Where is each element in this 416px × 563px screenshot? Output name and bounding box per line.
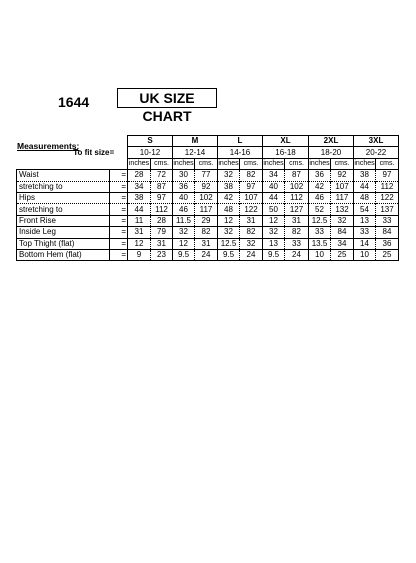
value-cms: 82 — [240, 227, 263, 238]
value-cms: 24 — [195, 249, 218, 260]
value-cms: 33 — [285, 238, 309, 249]
value-inches: 13 — [354, 215, 376, 226]
row-equals: = — [110, 249, 128, 260]
value-inches: 44 — [128, 204, 151, 215]
value-cms: 117 — [331, 192, 354, 203]
row-equals: = — [110, 170, 128, 181]
value-inches: 48 — [354, 192, 376, 203]
value-cms: 33 — [376, 215, 399, 226]
value-cms: 107 — [240, 192, 263, 203]
value-inches: 50 — [263, 204, 285, 215]
value-cms: 97 — [151, 192, 173, 203]
unit-cms: cms. — [331, 158, 354, 169]
value-cms: 72 — [151, 170, 173, 181]
value-cms: 87 — [285, 170, 309, 181]
row-equals: = — [110, 215, 128, 226]
table-row — [17, 227, 399, 238]
value-inches: 48 — [218, 204, 240, 215]
value-cms: 112 — [151, 204, 173, 215]
fit-range-s: 10-12 — [128, 147, 173, 158]
product-code: 1644 — [58, 94, 90, 110]
size-l: L — [218, 136, 263, 147]
value-inches: 30 — [173, 170, 195, 181]
value-cms: 127 — [285, 204, 309, 215]
fit-range-2xl: 18-20 — [309, 147, 354, 158]
value-inches: 32 — [263, 227, 285, 238]
value-cms: 102 — [195, 192, 218, 203]
value-cms: 24 — [240, 249, 263, 260]
fit-range-m: 12-14 — [173, 147, 218, 158]
table-row — [17, 192, 399, 203]
unit-inches: inches — [128, 158, 151, 169]
value-cms: 31 — [285, 215, 309, 226]
table-row — [17, 215, 399, 226]
value-cms: 36 — [376, 238, 399, 249]
unit-cms: cms. — [195, 158, 218, 169]
value-cms: 82 — [195, 227, 218, 238]
table-row — [17, 238, 399, 249]
value-inches: 40 — [173, 192, 195, 203]
size-s: S — [128, 136, 173, 147]
row-equals: = — [110, 204, 128, 215]
value-inches: 12 — [218, 215, 240, 226]
fit-range-3xl: 20-22 — [354, 147, 399, 158]
value-cms: 84 — [376, 227, 399, 238]
value-inches: 12.5 — [309, 215, 331, 226]
unit-cms: cms. — [376, 158, 399, 169]
table-row — [17, 249, 399, 260]
size-3xl: 3XL — [354, 136, 399, 147]
value-inches: 9 — [128, 249, 151, 260]
row-label: Bottom Hem (flat) — [17, 249, 110, 260]
fit-label-cell: To fit size — [73, 147, 110, 157]
value-cms: 31 — [195, 238, 218, 249]
value-cms: 122 — [376, 192, 399, 203]
value-inches: 33 — [309, 227, 331, 238]
fit-range-xl: 16-18 — [263, 147, 309, 158]
value-cms: 25 — [331, 249, 354, 260]
value-cms: 97 — [376, 170, 399, 181]
value-inches: 36 — [309, 170, 331, 181]
row-equals: = — [110, 227, 128, 238]
value-cms: 107 — [331, 181, 354, 192]
value-cms: 137 — [376, 204, 399, 215]
value-cms: 31 — [151, 238, 173, 249]
value-inches: 34 — [128, 181, 151, 192]
value-inches: 32 — [218, 170, 240, 181]
value-cms: 31 — [240, 215, 263, 226]
measurements-heading: Measurements: — [17, 141, 80, 151]
fit-range-l: 14-16 — [218, 147, 263, 158]
value-cms: 117 — [195, 204, 218, 215]
value-inches: 38 — [218, 181, 240, 192]
value-cms: 102 — [285, 181, 309, 192]
value-inches: 34 — [263, 170, 285, 181]
value-inches: 33 — [354, 227, 376, 238]
row-equals: = — [110, 181, 128, 192]
row-label: Waist — [17, 170, 110, 181]
value-cms: 28 — [151, 215, 173, 226]
unit-inches: inches — [218, 158, 240, 169]
value-inches: 46 — [309, 192, 331, 203]
value-cms: 79 — [151, 227, 173, 238]
value-cms: 82 — [240, 170, 263, 181]
value-inches: 42 — [218, 192, 240, 203]
value-cms: 92 — [331, 170, 354, 181]
unit-cms: cms. — [151, 158, 173, 169]
value-inches: 36 — [173, 181, 195, 192]
value-cms: 77 — [195, 170, 218, 181]
value-cms: 82 — [285, 227, 309, 238]
unit-inches: inches — [309, 158, 331, 169]
value-inches: 11.5 — [173, 215, 195, 226]
value-cms: 112 — [376, 181, 399, 192]
value-cms: 132 — [331, 204, 354, 215]
value-inches: 46 — [173, 204, 195, 215]
value-cms: 23 — [151, 249, 173, 260]
row-label: Hips — [17, 192, 110, 203]
unit-row — [17, 158, 399, 169]
row-label: Front Rise — [17, 215, 110, 226]
value-cms: 97 — [240, 181, 263, 192]
value-inches: 12.5 — [218, 238, 240, 249]
value-cms: 34 — [331, 238, 354, 249]
unit-inches: inches — [173, 158, 195, 169]
value-inches: 11 — [128, 215, 151, 226]
value-inches: 38 — [354, 170, 376, 181]
size-xl: XL — [263, 136, 309, 147]
value-inches: 12 — [263, 215, 285, 226]
row-equals: = — [110, 192, 128, 203]
value-inches: 9.5 — [173, 249, 195, 260]
value-inches: 44 — [263, 192, 285, 203]
value-inches: 32 — [173, 227, 195, 238]
value-cms: 87 — [151, 181, 173, 192]
fit-eq: = — [110, 147, 128, 158]
chart-title: UK SIZE CHART — [117, 88, 217, 108]
size-chart-table — [16, 135, 399, 261]
unit-cms: cms. — [285, 158, 309, 169]
row-label: stretching to — [17, 181, 110, 192]
value-cms: 32 — [240, 238, 263, 249]
value-inches: 42 — [309, 181, 331, 192]
value-inches: 31 — [128, 227, 151, 238]
value-inches: 13.5 — [309, 238, 331, 249]
value-inches: 54 — [354, 204, 376, 215]
value-cms: 25 — [376, 249, 399, 260]
row-equals: = — [110, 238, 128, 249]
value-inches: 44 — [354, 181, 376, 192]
value-inches: 28 — [128, 170, 151, 181]
value-inches: 10 — [354, 249, 376, 260]
row-label: Top Thight (flat) — [17, 238, 110, 249]
value-inches: 9.5 — [263, 249, 285, 260]
value-cms: 84 — [331, 227, 354, 238]
value-inches: 52 — [309, 204, 331, 215]
value-cms: 112 — [285, 192, 309, 203]
value-inches: 32 — [218, 227, 240, 238]
unit-cms: cms. — [240, 158, 263, 169]
unit-inches: inches — [263, 158, 285, 169]
table-row — [17, 204, 399, 215]
value-inches: 10 — [309, 249, 331, 260]
row-label: stretching to — [17, 204, 110, 215]
value-inches: 12 — [128, 238, 151, 249]
value-cms: 122 — [240, 204, 263, 215]
value-inches: 12 — [173, 238, 195, 249]
size-2xl: 2XL — [309, 136, 354, 147]
value-inches: 13 — [263, 238, 285, 249]
value-inches: 38 — [128, 192, 151, 203]
value-cms: 24 — [285, 249, 309, 260]
table-row — [17, 170, 399, 181]
row-label: Inside Leg — [17, 227, 110, 238]
value-cms: 92 — [195, 181, 218, 192]
size-m: M — [173, 136, 218, 147]
table-row — [17, 181, 399, 192]
value-cms: 32 — [331, 215, 354, 226]
value-inches: 9.5 — [218, 249, 240, 260]
value-cms: 29 — [195, 215, 218, 226]
value-inches: 14 — [354, 238, 376, 249]
unit-inches: inches — [354, 158, 376, 169]
value-inches: 40 — [263, 181, 285, 192]
